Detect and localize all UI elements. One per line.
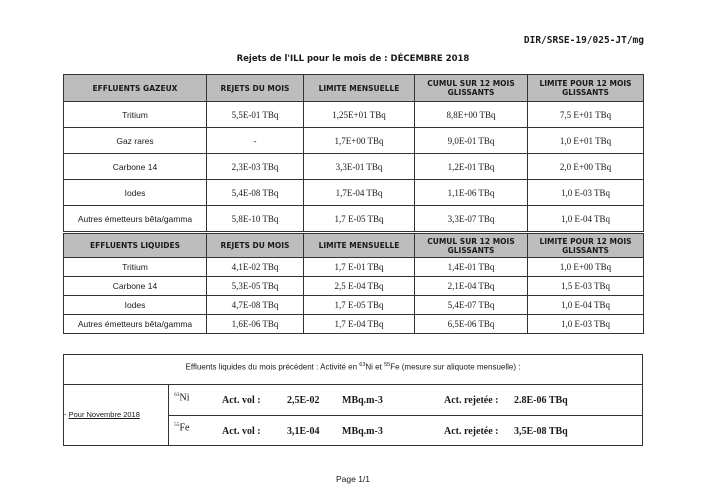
- title-part: Effluents liquides du mois précédent : Activité en: [185, 362, 360, 372]
- monthly-value: 5,5E-01 TBq: [207, 102, 304, 128]
- monthly-value: 2,3E-03 TBq: [207, 154, 304, 180]
- act-vol-value: 3,1E-04: [287, 426, 320, 437]
- period-label: [64, 410, 140, 419]
- page-title: Rejets de l'ILL pour le mois de : DÉCEMBRE 2018: [236, 54, 470, 64]
- liquid-effluents-table: [63, 233, 644, 334]
- effluent-name: Iodes: [64, 180, 207, 206]
- col-header-limit-12: LIMITE POUR 12 MOIS GLISSANTS: [528, 75, 644, 102]
- period-prefix: -: [64, 410, 69, 419]
- monthly-value: 5,3E-05 TBq: [207, 277, 304, 296]
- monthly-value: 4,1E-02 TBq: [207, 258, 304, 277]
- table-header-row: [64, 234, 644, 258]
- monthly-limit: 1,7 E-05 TBq: [304, 206, 415, 232]
- limit-12-value: 1,0 E-04 TBq: [528, 296, 644, 315]
- table-row: [64, 206, 644, 232]
- act-rejetee-value: 2.8E-06 TBq: [514, 395, 568, 406]
- monthly-value: -: [207, 128, 304, 154]
- col-header-monthly-limit: LIMITE MENSUELLE: [304, 75, 415, 102]
- cumul-value: 2,1E-04 TBq: [415, 277, 528, 296]
- effluent-name: Carbone 14: [64, 154, 207, 180]
- limit-12-value: 1,0 E-04 TBq: [528, 206, 644, 232]
- monthly-value: 1,6E-06 TBq: [207, 315, 304, 334]
- effluent-name: Iodes: [64, 296, 207, 315]
- cumul-value: 5,4E-07 TBq: [415, 296, 528, 315]
- limit-12-value: 1,5 E-03 TBq: [528, 277, 644, 296]
- page-number: Page 1/1: [335, 474, 371, 484]
- monthly-limit: 1,7 E-04 TBq: [304, 315, 415, 334]
- monthly-limit: 2,5 E-04 TBq: [304, 277, 415, 296]
- act-vol-label: Act. vol :: [222, 426, 261, 437]
- limit-12-value: 2,0 E+00 TBq: [528, 154, 644, 180]
- act-rejetee-label: Act. rejetée :: [444, 395, 499, 406]
- element-symbol: Fe: [179, 422, 190, 434]
- limit-12-value: 7,5 E+01 TBq: [528, 102, 644, 128]
- effluent-name: Carbone 14: [64, 277, 207, 296]
- monthly-limit: 3,3E-01 TBq: [304, 154, 415, 180]
- element-symbol: Ni: [179, 392, 190, 404]
- monthly-limit: 1,7 E-01 TBq: [304, 258, 415, 277]
- table-row: [64, 315, 644, 334]
- previous-month-box: [63, 354, 643, 446]
- mass-number: 63: [174, 392, 180, 398]
- monthly-limit: 1,7E-04 TBq: [304, 180, 415, 206]
- col-header-monthly: REJETS DU MOIS: [207, 75, 304, 102]
- cumul-value: 8,8E+00 TBq: [415, 102, 528, 128]
- col-header-effluent: EFFLUENTS LIQUIDES: [64, 234, 207, 258]
- table-row: [64, 296, 644, 315]
- table-header-row: [64, 75, 644, 102]
- col-header-cumul: CUMUL SUR 12 MOIS GLISSANTS: [415, 75, 528, 102]
- act-rejetee-value: 3,5E-08 TBq: [514, 426, 568, 437]
- limit-12-value: 1,0 E-03 TBq: [528, 315, 644, 334]
- act-vol-unit: MBq.m-3: [342, 426, 383, 437]
- document-reference: DIR/SRSE-19/025-JT/mg: [523, 35, 644, 46]
- monthly-value: 5,4E-08 TBq: [207, 180, 304, 206]
- effluent-name: Autres émetteurs bêta/gamma: [64, 315, 207, 334]
- monthly-limit: 1,25E+01 TBq: [304, 102, 415, 128]
- table-row: [64, 154, 644, 180]
- cumul-value: 1,2E-01 TBq: [415, 154, 528, 180]
- monthly-limit: 1,7E+00 TBq: [304, 128, 415, 154]
- limit-12-value: 1,0 E-03 TBq: [528, 180, 644, 206]
- table-row: [64, 258, 644, 277]
- ni-mass-number: 63: [359, 362, 366, 368]
- effluent-name: Autres émetteurs bêta/gamma: [64, 206, 207, 232]
- limit-12-value: 1,0 E+01 TBq: [528, 128, 644, 154]
- act-rejetee-label: Act. rejetée :: [444, 426, 499, 437]
- cumul-value: 6,5E-06 TBq: [415, 315, 528, 334]
- col-header-monthly: REJETS DU MOIS: [207, 234, 304, 258]
- effluent-name: Gaz rares: [64, 128, 207, 154]
- gaseous-effluents-table: [63, 74, 644, 232]
- cumul-value: 3,3E-07 TBq: [415, 206, 528, 232]
- title-part: Fe (mesure sur aliquote mensuelle) :: [390, 362, 521, 372]
- act-vol-value: 2,5E-02: [287, 395, 320, 406]
- col-header-cumul: CUMUL SUR 12 MOIS GLISSANTS: [415, 234, 528, 258]
- table-row: [64, 102, 644, 128]
- divider: [168, 415, 642, 416]
- cumul-value: 1,1E-06 TBq: [415, 180, 528, 206]
- nuclide-ni: [174, 392, 190, 403]
- effluent-name: Tritium: [64, 258, 207, 277]
- monthly-value: 5,8E-10 TBq: [207, 206, 304, 232]
- cumul-value: 9,0E-01 TBq: [415, 128, 528, 154]
- period-text: Pour Novembre 2018: [68, 410, 140, 419]
- mass-number: 55: [174, 422, 180, 428]
- monthly-limit: 1,7 E-05 TBq: [304, 296, 415, 315]
- table-row: [64, 180, 644, 206]
- fe-mass-number: 55: [384, 362, 391, 368]
- col-header-limit-12: LIMITE POUR 12 MOIS GLISSANTS: [528, 234, 644, 258]
- effluent-name: Tritium: [64, 102, 207, 128]
- col-header-monthly-limit: LIMITE MENSUELLE: [304, 234, 415, 258]
- title-part: Ni et: [365, 362, 385, 372]
- table-row: [64, 277, 644, 296]
- divider: [64, 384, 642, 385]
- col-header-effluent: EFFLUENTS GAZEUX: [64, 75, 207, 102]
- previous-month-title: [64, 362, 642, 372]
- act-vol-label: Act. vol :: [222, 395, 261, 406]
- act-vol-unit: MBq.m-3: [342, 395, 383, 406]
- nuclide-fe: [174, 422, 190, 433]
- limit-12-value: 1,0 E+00 TBq: [528, 258, 644, 277]
- monthly-value: 4,7E-08 TBq: [207, 296, 304, 315]
- table-row: [64, 128, 644, 154]
- cumul-value: 1,4E-01 TBq: [415, 258, 528, 277]
